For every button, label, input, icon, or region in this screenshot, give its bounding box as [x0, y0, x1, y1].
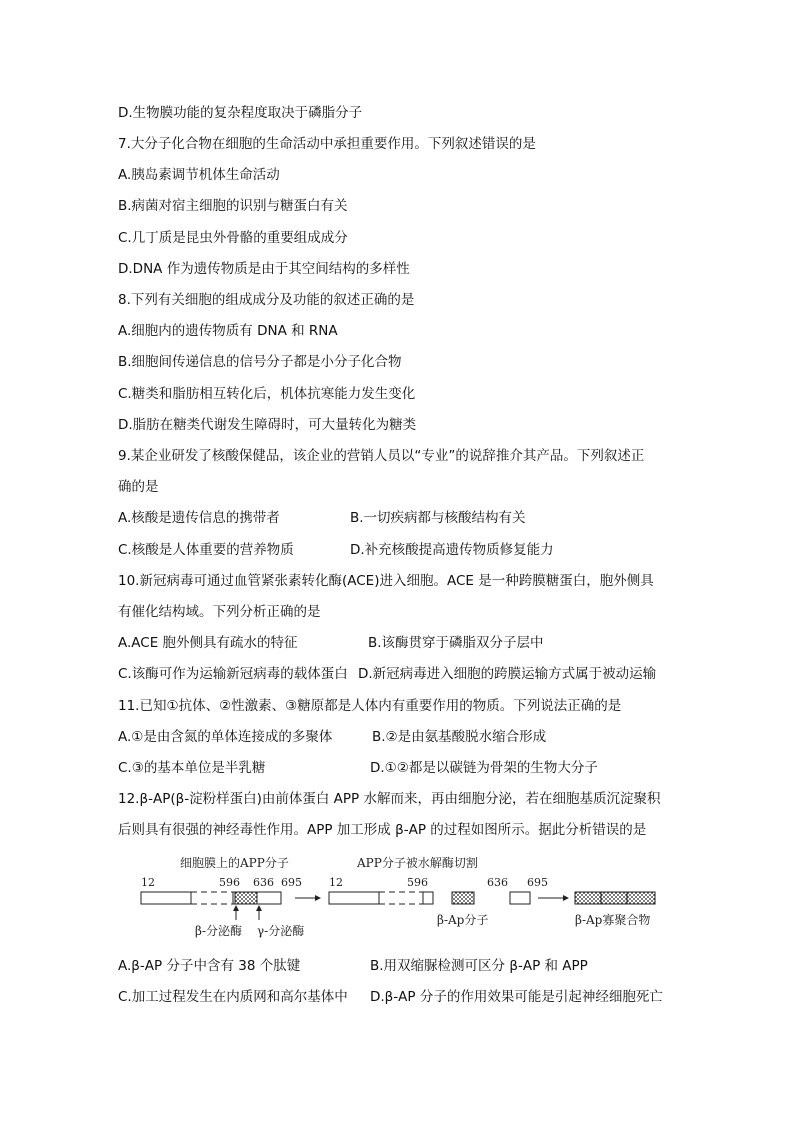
option-line: D.①②都是以碳链为骨架的生物大分子 [370, 760, 598, 776]
option-line: D.脂肪在糖类代谢发生障碍时，可大量转化为糖类 [118, 417, 417, 433]
option-line: D.β-AP 分子的作用效果可能是引起神经细胞死亡 [370, 989, 663, 1005]
beta-ap-oligomer-label: β-Ap寡聚合物 [575, 913, 651, 927]
option-line: B.病菌对宿主细胞的识别与糖蛋白有关 [118, 198, 348, 214]
residue-636-label: 636 [487, 876, 508, 889]
residue-695-label: 695 [281, 876, 302, 889]
option-line: C.加工过程发生在内质网和高尔基体中 [118, 989, 348, 1005]
process-arrow [295, 895, 321, 901]
text-line: D.生物膜功能的复杂程度取决于磷脂分子 [118, 105, 363, 121]
question-7-stem: 7.大分子化合物在细胞的生命活动中承担重要作用。下列叙述错误的是 [118, 136, 536, 152]
app-molecule-label: 细胞膜上的APP分子 [180, 856, 289, 870]
option-line: B.一切疾病都与核酸结构有关 [350, 510, 526, 526]
option-line: C.核酸是人体重要的营养物质 [118, 542, 294, 558]
app-molecule-bar [141, 892, 281, 904]
option-line: C.几丁质是昆虫外骨骼的重要组成成分 [118, 230, 348, 246]
question-12-stem-cont: 后则具有很强的神经毒性作用。APP 加工形成 β-AP 的过程如图所示。据此分析错误的是 [118, 822, 647, 838]
option-line: A.①是由含氮的单体连接成的多聚体 [118, 729, 333, 745]
c-terminal-fragment [510, 892, 530, 904]
question-8-stem: 8.下列有关细胞的组成成分及功能的叙述正确的是 [118, 292, 415, 308]
beta-ap-label: β-Ap分子 [437, 913, 489, 927]
option-line: A.ACE 胞外侧具有疏水的特征 [118, 635, 298, 651]
question-12-stem: 12.β-AP(β-淀粉样蛋白)由前体蛋白 APP 水解而来，再由细胞分泌，若在细胞基质沉淀聚积 [118, 791, 661, 807]
app-processing-diagram [135, 852, 675, 944]
question-9-stem: 9.某企业研发了核酸保健品，该企业的营销人员以“专业”的说辞推介其产品。下列叙述正 [118, 448, 645, 464]
question-9-stem-cont: 确的是 [118, 479, 159, 495]
question-10-stem-cont: 有催化结构域。下列分析正确的是 [118, 604, 321, 620]
beta-ap-oligomer [575, 892, 655, 904]
option-line: C.③的基本单位是半乳糖 [118, 760, 266, 776]
option-line: D.新冠病毒进入细胞的跨膜运输方式属于被动运输 [358, 666, 657, 682]
option-line: B.②是由氨基酸脱水缩合形成 [372, 729, 547, 745]
residue-695-label: 695 [527, 876, 548, 889]
cleavage-label: APP分子被水解酶切割 [357, 856, 478, 870]
residue-636-label: 636 [253, 876, 274, 889]
residue-12-label: 12 [141, 876, 155, 889]
aggregation-arrow [538, 895, 569, 901]
beta-secretase-label: β-分泌酶 [195, 924, 242, 938]
option-line: C.该酶可作为运输新冠病毒的载体蛋白 [118, 666, 348, 682]
option-line: A.胰岛素调节机体生命活动 [118, 167, 280, 183]
beta-secretase-arrow [233, 905, 239, 920]
option-line: B.细胞间传递信息的信号分子都是小分子化合物 [118, 354, 402, 370]
option-line: A.核酸是遗传信息的携带者 [118, 510, 280, 526]
option-line: C.糖类和脂肪相互转化后，机体抗寒能力发生变化 [118, 386, 416, 402]
option-line: B.该酶贯穿于磷脂双分子层中 [368, 635, 544, 651]
option-line: A.细胞内的遗传物质有 DNA 和 RNA [118, 323, 338, 339]
gamma-secretase-label: γ-分泌酶 [257, 924, 305, 938]
gamma-secretase-arrow [256, 905, 262, 920]
question-10-stem: 10.新冠病毒可通过血管紧张素转化酶(ACE)进入细胞。ACE 是一种跨膜糖蛋白，胞外侧具 [118, 573, 654, 589]
cleaved-fragment-bar [329, 892, 433, 904]
residue-596-label: 596 [219, 876, 240, 889]
option-line: B.用双缩脲检测可区分 β-AP 和 APP [370, 958, 588, 974]
residue-12-label: 12 [329, 876, 343, 889]
option-line: A.β-AP 分子中含有 38 个肽键 [118, 958, 301, 974]
option-line: D.补充核酸提高遗传物质修复能力 [350, 542, 554, 558]
option-line: D.DNA 作为遗传物质是由于其空间结构的多样性 [118, 261, 410, 277]
residue-596-label: 596 [407, 876, 428, 889]
question-11-stem: 11.已知①抗体、②性激素、③糖原都是人体内有重要作用的物质。下列说法正确的是 [118, 698, 622, 714]
beta-ap-molecule [452, 892, 474, 904]
